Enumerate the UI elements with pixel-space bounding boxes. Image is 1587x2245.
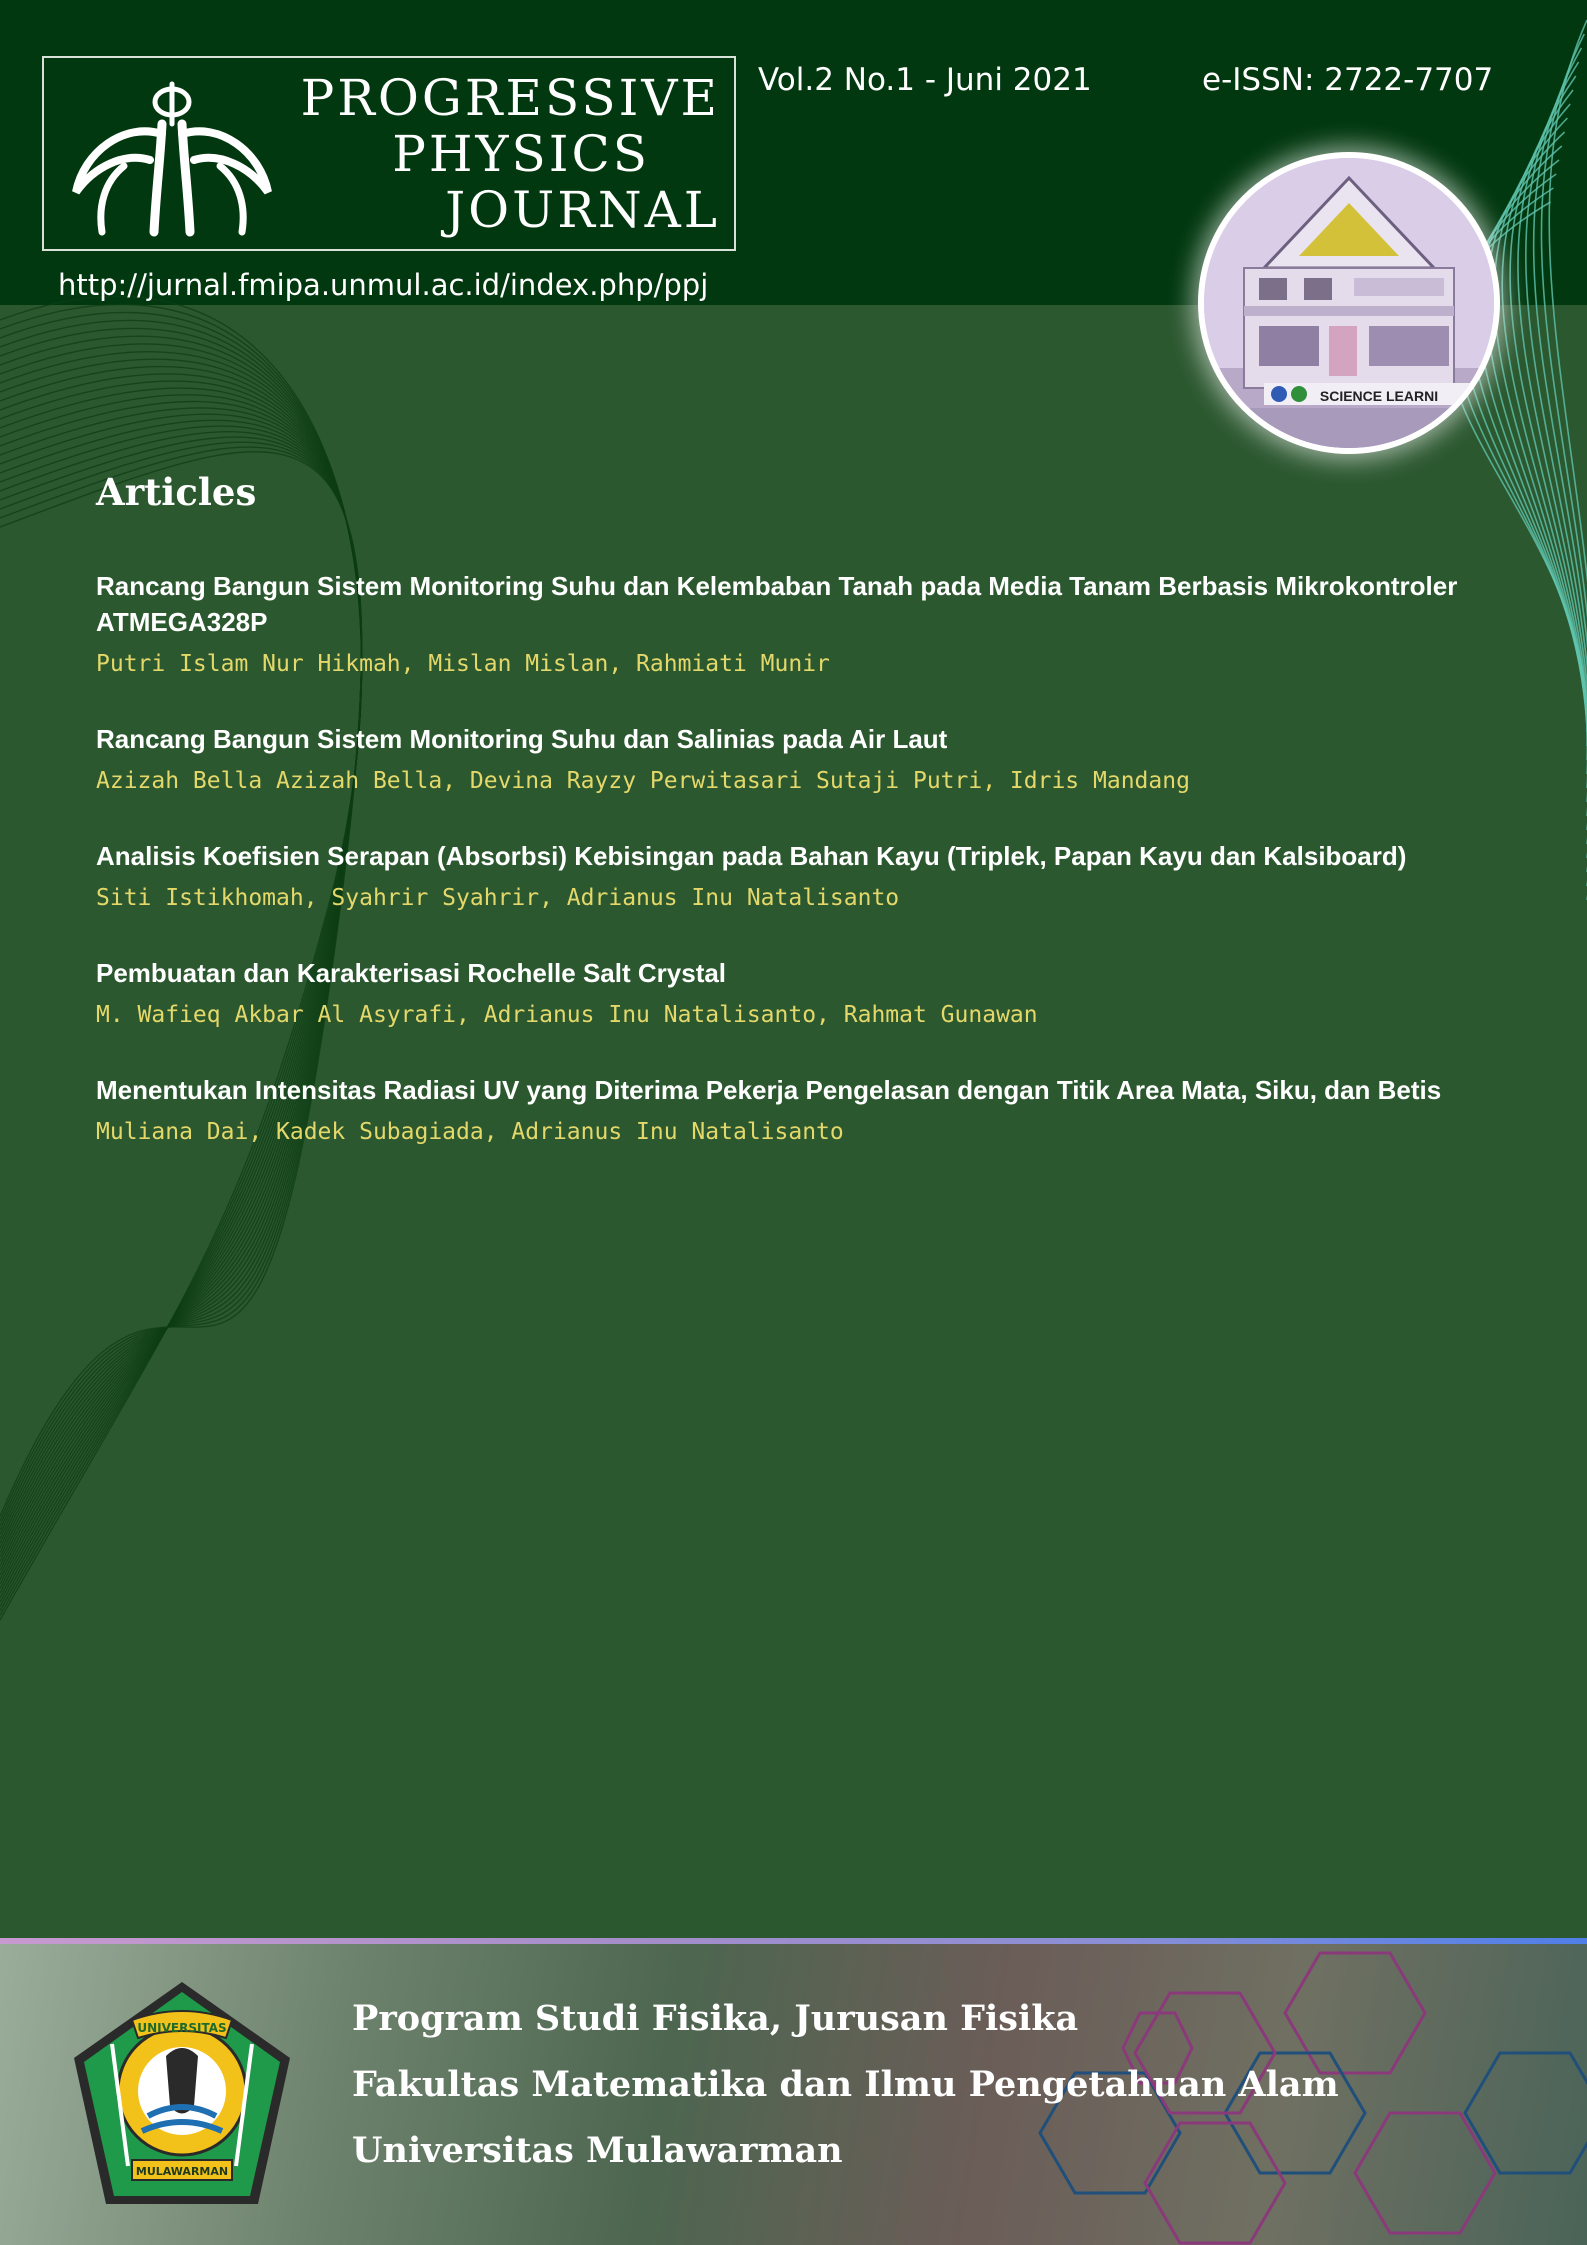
building-photo (1198, 152, 1500, 454)
institution-block (352, 1986, 1339, 2184)
article-list (96, 568, 1536, 1189)
journal-url-link[interactable]: http://jurnal.fmipa.unmul.ac.id/index.php/ppj (58, 268, 709, 302)
journal-name-line: JOURNAL (445, 181, 720, 239)
article-authors: Siti Istikhomah, Syahrir Syahrir, Adrianus Inu Natalisanto (96, 885, 900, 911)
building-sign-text: SCIENCE LEARNI (1319, 388, 1439, 404)
emblem-top-text: UNIVERSITAS (137, 2021, 227, 2035)
journal-name-line: PROGRESSIVE (300, 69, 720, 127)
issue-label: Vol.2 No.1 - Juni 2021 (758, 62, 1092, 98)
article-item (96, 1072, 1536, 1148)
building-illustration (1204, 158, 1494, 448)
institution-line: Universitas Mulawarman (352, 2130, 843, 2171)
article-item (96, 955, 1536, 1031)
article-item (96, 568, 1536, 680)
article-authors: Azizah Bella Azizah Bella, Devina Rayzy Perwitasari Sutaji Putri, Idris Mandang (96, 768, 1190, 794)
institution-line: Fakultas Matematika dan Ilmu Pengetahuan Alam (352, 2064, 1339, 2105)
institution-line: Program Studi Fisika, Jurusan Fisika (352, 1998, 1079, 2039)
issn-label: e-ISSN: 2722-7707 (1202, 62, 1494, 98)
articles-heading: Articles (96, 470, 257, 514)
journal-name-line: PHYSICS (392, 125, 650, 183)
article-title-link[interactable]: Pembuatan dan Karakterisasi Rochelle Salt Crystal (96, 958, 727, 988)
footer-banner (0, 1938, 1587, 2245)
university-emblem-icon (62, 1976, 302, 2216)
article-item (96, 838, 1536, 914)
article-authors: M. Wafieq Akbar Al Asyrafi, Adrianus Inu Natalisanto, Rahmat Gunawan (96, 1002, 1038, 1028)
article-item (96, 721, 1536, 797)
journal-logo (42, 56, 736, 251)
article-authors: Putri Islam Nur Hikmah, Mislan Mislan, Rahmiati Munir (96, 651, 830, 677)
article-title-link[interactable]: Menentukan Intensitas Radiasi UV yang Diterima Pekerja Pengelasan dengan Titik Area Mata, Siku, dan Betis (96, 1075, 1442, 1105)
emblem-bottom-text: MULAWARMAN (135, 2165, 229, 2178)
article-title-link[interactable]: Rancang Bangun Sistem Monitoring Suhu dan Salinias pada Air Laut (96, 724, 948, 754)
article-title-link[interactable]: Rancang Bangun Sistem Monitoring Suhu dan Kelembaban Tanah pada Media Tanam Berbasis Mikrokontroler ATMEGA328P (96, 571, 1458, 637)
article-authors: Muliana Dai, Kadek Subagiada, Adrianus Inu Natalisanto (96, 1119, 844, 1145)
article-title-link[interactable]: Analisis Koefisien Serapan (Absorbsi) Kebisingan pada Bahan Kayu (Triplek, Papan Kayu dan Kalsiboard) (96, 841, 1407, 871)
journal-emblem-icon (64, 72, 274, 242)
journal-name (301, 70, 720, 238)
